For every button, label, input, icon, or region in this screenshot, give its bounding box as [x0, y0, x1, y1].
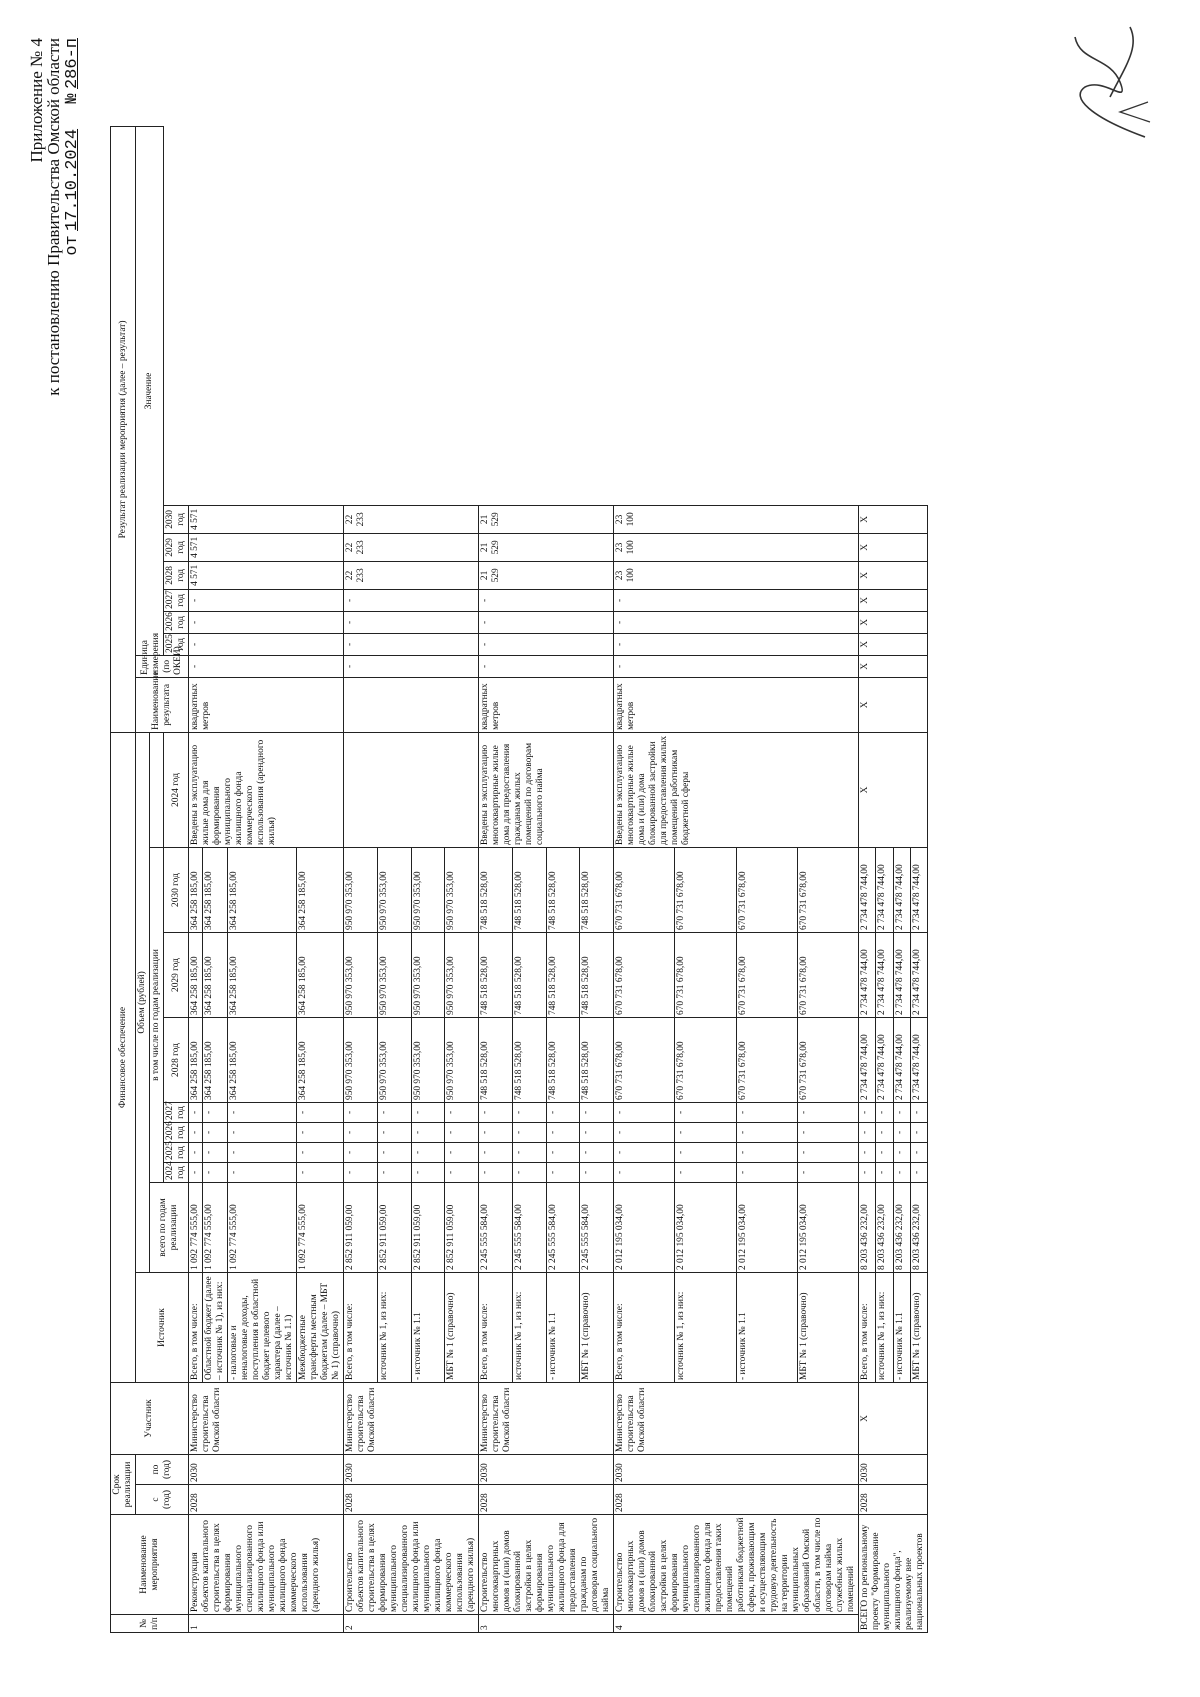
val-2025-header: 2025 год [164, 633, 189, 655]
year-amount-cell: - [546, 1162, 580, 1182]
total-amount-cell: 1 092 774 555,00 [297, 1182, 344, 1272]
result-value-cell: X [859, 655, 928, 677]
year-amount-cell: 670 731 678,00 [736, 1017, 797, 1102]
result-value-cell: - [344, 633, 479, 655]
total-amount-cell: 1 092 774 555,00 [189, 1182, 203, 1272]
col-from-header: с (год) [136, 1485, 189, 1515]
year-amount-cell: - [736, 1102, 797, 1122]
result-value-cell: X [859, 589, 928, 611]
year-amount-cell: - [512, 1142, 546, 1162]
result-value-cell: 4 571 [189, 561, 344, 589]
year-amount-cell: 670 731 678,00 [736, 847, 797, 932]
total-amount-cell: 2 012 195 034,00 [675, 1182, 736, 1272]
source-cell: Межбюджетные трансферты местным бюджетам (далее – МБТ № 1) (справочно) [297, 1272, 344, 1382]
year-amount-cell: 748 518 528,00 [512, 932, 546, 1017]
col-2024-header: 2024 год [164, 1162, 189, 1182]
year-amount-cell: 364 258 185,00 [189, 847, 203, 932]
year-amount-cell: - [910, 1102, 927, 1122]
total-amount-cell: 8 203 436 232,00 [876, 1182, 893, 1272]
year-amount-cell: - [675, 1102, 736, 1122]
col-unit-header: Единица измерения (по ОКЕИ) [136, 655, 189, 677]
year-amount-cell: 364 258 185,00 [228, 932, 297, 1017]
year-amount-cell: - [614, 1122, 675, 1142]
unit-cell: квадратных метров [189, 677, 344, 732]
signature-mark [1050, 7, 1170, 157]
row-participant-cell: Министерство строительства Омской области [344, 1382, 479, 1454]
year-amount-cell: - [893, 1162, 910, 1182]
year-amount-cell: 950 970 353,00 [344, 847, 378, 932]
row-name-cell: ВСЕГО по региональному проекту "Формирование муниципального жилищного фонда", реализуемому вне национальных проектов [859, 1515, 928, 1633]
col-to-header: по (год) [136, 1454, 189, 1484]
unit-cell: квадратных метров [479, 677, 614, 732]
year-amount-cell: 950 970 353,00 [445, 1017, 479, 1102]
year-amount-cell: - [411, 1142, 445, 1162]
year-amount-cell: - [479, 1142, 513, 1162]
row-to-cell: 2030 [189, 1454, 344, 1484]
total-amount-cell: 2 012 195 034,00 [736, 1182, 797, 1272]
result-name-cell: Введены в эксплуатацию жилые дома для формирования муниципального жилищного фонда коммерческого использования (арендного жилья) [189, 732, 344, 847]
result-value-cell: X [859, 561, 928, 589]
year-amount-cell: 670 731 678,00 [797, 847, 858, 932]
result-value-cell: X [859, 611, 928, 633]
total-amount-cell: 2 245 555 584,00 [546, 1182, 580, 1272]
year-amount-cell: 748 518 528,00 [546, 1017, 580, 1102]
row-from-cell: 2028 [189, 1485, 344, 1515]
result-value-cell: 23 100 [614, 533, 859, 561]
year-amount-cell: - [859, 1142, 876, 1162]
appendix-title: Приложение № 4 [27, 38, 46, 163]
val-2030-header: 2030 год [164, 505, 189, 533]
col-finance-header: Финансовое обеспечение [111, 732, 136, 1382]
year-amount-cell: 748 518 528,00 [546, 847, 580, 932]
col-total-header: всего по годам реализации [150, 1182, 189, 1272]
year-amount-cell: 748 518 528,00 [512, 847, 546, 932]
year-amount-cell: - [344, 1142, 378, 1162]
year-amount-cell: 670 731 678,00 [614, 1017, 675, 1102]
year-amount-cell: - [614, 1162, 675, 1182]
year-amount-cell: 2 734 478 744,00 [859, 1017, 876, 1102]
year-amount-cell: - [614, 1142, 675, 1162]
source-cell: - источник № 1.1 [736, 1272, 797, 1382]
table-row [614, 127, 675, 1633]
year-amount-cell: 748 518 528,00 [580, 847, 614, 932]
table-row [479, 127, 513, 1633]
year-amount-cell: - [580, 1122, 614, 1142]
row-from-cell: 2028 [614, 1485, 859, 1515]
col-no-header: № п/п [111, 1615, 189, 1633]
col-2029-header: 2029 год [164, 932, 189, 1017]
col-name-header: Наименование мероприятия [111, 1515, 189, 1615]
year-amount-cell: 2 734 478 744,00 [876, 932, 893, 1017]
row-to-cell: 2030 [859, 1454, 928, 1484]
year-amount-cell: - [675, 1122, 736, 1142]
year-amount-cell: 950 970 353,00 [411, 1017, 445, 1102]
year-amount-cell: 950 970 353,00 [377, 1017, 411, 1102]
year-amount-cell: - [859, 1162, 876, 1182]
result-value-cell: 4 571 [189, 533, 344, 561]
year-amount-cell: 364 258 185,00 [297, 932, 344, 1017]
result-value-cell: - [479, 655, 614, 677]
year-amount-cell: 2 734 478 744,00 [876, 847, 893, 932]
year-amount-cell: - [297, 1162, 344, 1182]
year-amount-cell: - [228, 1102, 297, 1122]
unit-cell: X [859, 677, 928, 732]
source-cell: Всего, в том числе: [614, 1272, 675, 1382]
year-amount-cell: - [228, 1122, 297, 1142]
row-from-cell: 2028 [479, 1485, 614, 1515]
year-amount-cell: - [445, 1162, 479, 1182]
col-2028-header: 2028 год [164, 1017, 189, 1102]
year-amount-cell: - [546, 1122, 580, 1142]
year-amount-cell: - [910, 1122, 927, 1142]
result-value-cell: 22 233 [344, 533, 479, 561]
col-term-header: Срок реализации [111, 1454, 136, 1514]
year-amount-cell: 364 258 185,00 [203, 847, 228, 932]
year-amount-cell: 364 258 185,00 [228, 1017, 297, 1102]
year-amount-cell: 748 518 528,00 [479, 847, 513, 932]
year-amount-cell: 2 734 478 744,00 [910, 847, 927, 932]
col-result-name-header: Наименование результата [136, 677, 189, 732]
year-amount-cell: 364 258 185,00 [228, 847, 297, 932]
decree-number: 286-п [63, 38, 82, 90]
result-value-cell: - [189, 611, 344, 633]
row-to-cell: 2030 [479, 1454, 614, 1484]
row-name-cell: Строительство многоквартирных домов и (или) домов блокированной застройки в целях формирования муниципального специализированного жилищного фонда для предоставления таких помещений работникам бюджетной сферы, проживающим и осуществляющим трудовую деятельность на территории муниципальных образований Омской области, в том числе по договорам найма служебных жилых помещений [614, 1515, 859, 1615]
col-participant-header: Участник [111, 1382, 189, 1454]
year-amount-cell: 950 970 353,00 [377, 932, 411, 1017]
year-amount-cell: - [228, 1142, 297, 1162]
result-value-cell: 4 571 [189, 505, 344, 533]
unit-cell [344, 677, 479, 732]
decree-reference: к постановлению Правительства Омской области [44, 38, 63, 396]
year-amount-cell: - [297, 1122, 344, 1142]
year-amount-cell: - [546, 1142, 580, 1162]
year-amount-cell: 950 970 353,00 [445, 932, 479, 1017]
year-amount-cell: - [512, 1102, 546, 1122]
total-amount-cell: 2 852 911 059,00 [377, 1182, 411, 1272]
result-value-cell: - [614, 589, 859, 611]
total-amount-cell: 2 245 555 584,00 [512, 1182, 546, 1272]
result-value-cell: - [614, 611, 859, 633]
year-amount-cell: - [344, 1162, 378, 1182]
document-header [28, 38, 81, 396]
row-name-cell: Строительство многоквартирных домов и (или) домов блокированной застройки в целях формирования муниципального жилищного фонда для предоставления гражданам по договорам социального найма [479, 1515, 614, 1615]
year-amount-cell: - [797, 1122, 858, 1142]
year-amount-cell: 364 258 185,00 [189, 1017, 203, 1102]
source-cell: источник № 1, из них: [675, 1272, 736, 1382]
year-amount-cell: 950 970 353,00 [377, 847, 411, 932]
result-value-cell: - [614, 633, 859, 655]
col-volume-header: Объем (рублей) [136, 732, 150, 1272]
result-value-cell: - [479, 611, 614, 633]
year-amount-cell: - [675, 1142, 736, 1162]
col-value-header: Значение [136, 127, 164, 656]
year-amount-cell: - [479, 1162, 513, 1182]
source-cell: Всего, в том числе: [344, 1272, 378, 1382]
year-amount-cell: - [445, 1102, 479, 1122]
total-amount-cell: 8 203 436 232,00 [893, 1182, 910, 1272]
year-amount-cell: - [893, 1142, 910, 1162]
row-participant-cell: Министерство строительства Омской области [189, 1382, 344, 1454]
year-amount-cell: - [876, 1102, 893, 1122]
source-cell: Всего, в том числе: [479, 1272, 513, 1382]
source-cell: МБТ № 1 (справочно) [910, 1272, 927, 1382]
date-prefix: от [63, 235, 82, 256]
result-value-cell: X [859, 505, 928, 533]
val-2028-header: 2028 год [164, 561, 189, 589]
year-amount-cell: - [203, 1162, 228, 1182]
total-amount-cell: 2 245 555 584,00 [580, 1182, 614, 1272]
year-amount-cell: 670 731 678,00 [675, 847, 736, 932]
row-to-cell: 2030 [344, 1454, 479, 1484]
year-amount-cell: 950 970 353,00 [445, 847, 479, 932]
total-amount-cell: 2 852 911 059,00 [411, 1182, 445, 1272]
year-amount-cell: - [876, 1122, 893, 1142]
result-name-cell: X [859, 732, 928, 847]
year-amount-cell: - [876, 1162, 893, 1182]
col-2025-header: 2025 год [164, 1142, 189, 1162]
val-2027-header: 2027 год [164, 589, 189, 611]
year-amount-cell: - [736, 1122, 797, 1142]
year-amount-cell: 950 970 353,00 [411, 932, 445, 1017]
row-name-cell: Реконструкция объектов капитального строительства в целях формирования муниципального специализированного жилищного фонда или муниципального жилищного фонда коммерческого использования (арендного жилья) [189, 1515, 344, 1615]
year-amount-cell: 2 734 478 744,00 [893, 847, 910, 932]
year-amount-cell: - [189, 1122, 203, 1142]
year-amount-cell: - [546, 1102, 580, 1122]
source-cell: - источник № 1.1 [546, 1272, 580, 1382]
year-amount-cell: - [797, 1102, 858, 1122]
year-amount-cell: 670 731 678,00 [797, 1017, 858, 1102]
col-by-years-header: в том числе по годам реализации [150, 847, 164, 1182]
year-amount-cell: 364 258 185,00 [297, 847, 344, 932]
year-amount-cell: - [377, 1122, 411, 1142]
col-source-header: Источник [136, 1272, 189, 1382]
source-cell: - источник № 1.1 [893, 1272, 910, 1382]
year-amount-cell: 364 258 185,00 [189, 932, 203, 1017]
source-cell: МБТ № 1 (справочно) [797, 1272, 858, 1382]
result-value-cell: 23 100 [614, 505, 859, 533]
result-value-cell: - [189, 589, 344, 611]
year-amount-cell: 670 731 678,00 [797, 932, 858, 1017]
row-from-cell: 2028 [344, 1485, 479, 1515]
year-amount-cell: 2 734 478 744,00 [876, 1017, 893, 1102]
year-amount-cell: - [910, 1162, 927, 1182]
result-value-cell: - [479, 589, 614, 611]
source-cell: МБТ № 1 (справочно) [445, 1272, 479, 1382]
year-amount-cell: 2 734 478 744,00 [910, 932, 927, 1017]
result-value-cell: X [859, 533, 928, 561]
source-cell: источник № 1, из них: [512, 1272, 546, 1382]
year-amount-cell: 748 518 528,00 [512, 1017, 546, 1102]
total-amount-cell: 8 203 436 232,00 [910, 1182, 927, 1272]
year-amount-cell: - [580, 1162, 614, 1182]
total-amount-cell: 2 012 195 034,00 [614, 1182, 675, 1272]
table-row [189, 127, 203, 1633]
year-amount-cell: - [859, 1102, 876, 1122]
source-cell: источник № 1, из них: [377, 1272, 411, 1382]
result-value-cell: - [189, 655, 344, 677]
year-amount-cell: - [479, 1122, 513, 1142]
year-amount-cell: - [344, 1102, 378, 1122]
year-amount-cell: - [580, 1142, 614, 1162]
total-amount-cell: 2 852 911 059,00 [344, 1182, 378, 1272]
source-cell: Областной бюджет (далее – источник № 1), из них: [203, 1272, 228, 1382]
year-amount-cell: - [377, 1102, 411, 1122]
row-from-cell: 2028 [859, 1485, 928, 1515]
unit-cell: квадратных метров [614, 677, 859, 732]
row-participant-cell: Министерство строительства Омской области [614, 1382, 859, 1454]
year-amount-cell: 364 258 185,00 [297, 1017, 344, 1102]
year-amount-cell: 950 970 353,00 [411, 847, 445, 932]
year-amount-cell: 670 731 678,00 [675, 932, 736, 1017]
col-2026-header: 2026 год [164, 1122, 189, 1142]
total-amount-cell: 2 012 195 034,00 [797, 1182, 858, 1272]
year-amount-cell: - [675, 1162, 736, 1182]
row-number-cell: 2 [344, 1615, 479, 1633]
year-amount-cell: - [297, 1102, 344, 1122]
col-2030-header: 2030 год [164, 847, 189, 932]
year-amount-cell: - [512, 1162, 546, 1182]
year-amount-cell: 670 731 678,00 [675, 1017, 736, 1102]
year-amount-cell: 950 970 353,00 [344, 932, 378, 1017]
year-amount-cell: 748 518 528,00 [580, 1017, 614, 1102]
result-value-cell: 23 100 [614, 561, 859, 589]
row-number-cell: 4 [614, 1615, 859, 1633]
year-amount-cell: - [797, 1142, 858, 1162]
year-amount-cell: 748 518 528,00 [580, 932, 614, 1017]
result-value-cell: 22 233 [344, 505, 479, 533]
year-amount-cell: - [203, 1102, 228, 1122]
year-amount-cell: 2 734 478 744,00 [859, 932, 876, 1017]
total-amount-cell: 1 092 774 555,00 [228, 1182, 297, 1272]
total-amount-cell: 1 092 774 555,00 [203, 1182, 228, 1272]
row-participant-cell: Министерство строительства Омской области [479, 1382, 614, 1454]
year-amount-cell: - [203, 1142, 228, 1162]
year-amount-cell: 2 734 478 744,00 [859, 847, 876, 932]
result-value-cell: 21 529 [479, 561, 614, 589]
decree-date: 17.10.2024 [63, 128, 82, 231]
result-value-cell: 22 233 [344, 561, 479, 589]
year-amount-cell: - [297, 1142, 344, 1162]
row-number-cell: 3 [479, 1615, 614, 1633]
row-name-cell: Строительство объектов капитального строительства в целях формирования муниципального специализированного жилищного фонда или муниципального жилищного фонда коммерческого использования (арендного жилья) [344, 1515, 479, 1615]
year-amount-cell: - [614, 1102, 675, 1122]
year-amount-cell: - [893, 1122, 910, 1142]
table-row [859, 127, 876, 1633]
col-2027-header: 2027 год [164, 1102, 189, 1122]
year-amount-cell: - [189, 1162, 203, 1182]
result-name-cell [344, 732, 479, 847]
year-amount-cell: - [859, 1122, 876, 1142]
year-amount-cell: 748 518 528,00 [546, 932, 580, 1017]
row-number-cell: 1 [189, 1615, 344, 1633]
year-amount-cell: - [910, 1142, 927, 1162]
year-amount-cell: - [411, 1102, 445, 1122]
year-amount-cell: 364 258 185,00 [203, 932, 228, 1017]
result-value-cell: - [344, 589, 479, 611]
year-amount-cell: - [479, 1102, 513, 1122]
result-value-cell: 21 529 [479, 505, 614, 533]
year-amount-cell: 950 970 353,00 [344, 1017, 378, 1102]
row-to-cell: 2030 [614, 1454, 859, 1484]
year-amount-cell: - [203, 1122, 228, 1142]
year-amount-cell: - [377, 1162, 411, 1182]
table-body [189, 127, 928, 1633]
year-amount-cell: - [411, 1122, 445, 1142]
year-amount-cell: - [377, 1142, 411, 1162]
val-2026-header: 2026 год [164, 611, 189, 633]
source-cell: источник № 1, из них: [876, 1272, 893, 1382]
total-amount-cell: 2 852 911 059,00 [445, 1182, 479, 1272]
year-amount-cell: - [876, 1142, 893, 1162]
year-amount-cell: - [797, 1162, 858, 1182]
source-cell: Всего, в том числе: [189, 1272, 203, 1382]
source-cell: - источник № 1.1 [411, 1272, 445, 1382]
year-amount-cell: 2 734 478 744,00 [910, 1017, 927, 1102]
result-value-cell: - [189, 633, 344, 655]
year-amount-cell: - [893, 1102, 910, 1122]
year-amount-cell: - [189, 1142, 203, 1162]
year-amount-cell: - [189, 1102, 203, 1122]
total-amount-cell: 2 245 555 584,00 [479, 1182, 513, 1272]
year-amount-cell: - [344, 1122, 378, 1142]
year-amount-cell: 670 731 678,00 [614, 932, 675, 1017]
result-value-cell: X [859, 633, 928, 655]
year-amount-cell: - [580, 1102, 614, 1122]
year-amount-cell: - [411, 1162, 445, 1182]
year-amount-cell: - [512, 1122, 546, 1142]
result-name-cell: Введены в эксплуатацию многоквартирные жилые дома и (или) дома блокированной застройки для предоставления жилых помещений работникам бюджетной сферы [614, 732, 859, 847]
result-value-cell: 21 529 [479, 533, 614, 561]
decree-date-line [62, 38, 81, 396]
val-2029-header: 2029 год [164, 533, 189, 561]
result-name-cell: Введены в эксплуатацию многоквартирные жилые дома для предоставления гражданам жилых помещений по договорам социального найма [479, 732, 614, 847]
result-value-cell: - [344, 655, 479, 677]
year-amount-cell: 670 731 678,00 [614, 847, 675, 932]
year-amount-cell: - [736, 1162, 797, 1182]
year-amount-cell: - [736, 1142, 797, 1162]
year-amount-cell: 364 258 185,00 [203, 1017, 228, 1102]
source-cell: - налоговые и неналоговые доходы, поступления в областной бюджет целевого характера (далее – источник № 1.1) [228, 1272, 297, 1382]
val-2024-header: 2024 год [164, 732, 189, 847]
total-amount-cell: 8 203 436 232,00 [859, 1182, 876, 1272]
year-amount-cell: 748 518 528,00 [479, 1017, 513, 1102]
year-amount-cell: 2 734 478 744,00 [893, 1017, 910, 1102]
table-row [344, 127, 378, 1633]
number-prefix: № [63, 93, 82, 104]
row-participant-cell: X [859, 1382, 928, 1454]
col-result-block-header: Результат реализации мероприятия (далее – результат) [111, 127, 136, 733]
year-amount-cell: - [445, 1142, 479, 1162]
year-amount-cell: - [445, 1122, 479, 1142]
result-value-cell: - [344, 611, 479, 633]
results-table [110, 126, 928, 1633]
year-amount-cell: 748 518 528,00 [479, 932, 513, 1017]
result-value-cell: - [614, 655, 859, 677]
year-amount-cell: - [228, 1162, 297, 1182]
source-cell: Всего, в том числе: [859, 1272, 876, 1382]
result-value-cell: - [479, 633, 614, 655]
year-amount-cell: 670 731 678,00 [736, 932, 797, 1017]
source-cell: МБТ № 1 (справочно) [580, 1272, 614, 1382]
year-amount-cell: 2 734 478 744,00 [893, 932, 910, 1017]
